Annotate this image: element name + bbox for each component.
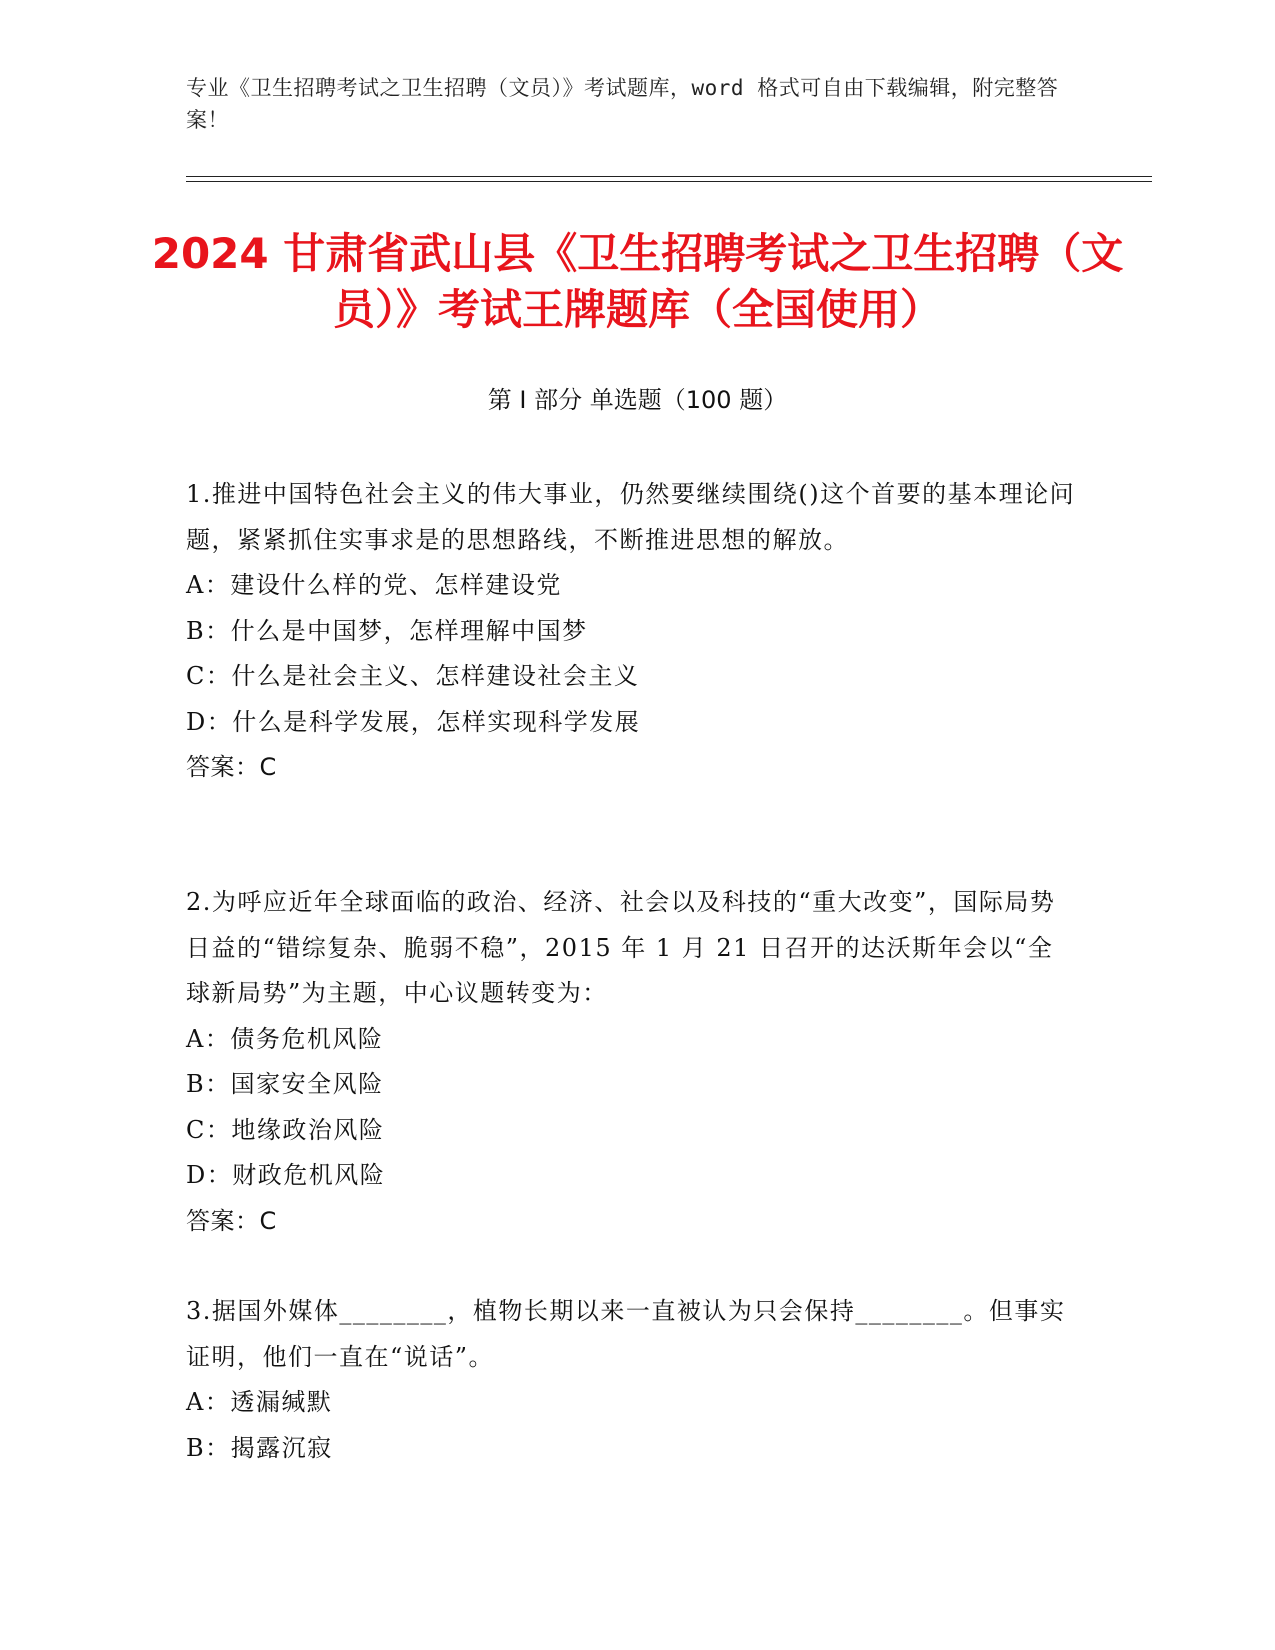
option-b: B：揭露沉寂 [186, 1433, 333, 1462]
option-d: D：什么是科学发展，怎样实现科学发展 [186, 707, 641, 736]
section-heading: 第 I 部分 单选题（100 题） [487, 386, 788, 414]
document-title: 2024 甘肃省武山县《卫生招聘考试之卫生招聘（文员）》考试王牌题库（全国使用） [151, 229, 1124, 334]
question-stem: 2.为呼应近年全球面临的政治、经济、社会以及科技的“重大改变”，国际局势日益的“错综复杂、脆弱不稳”，2015 年 1 月 21 日召开的达沃斯年会以“全球新局势”为主题，中心议题转变为： [186, 888, 1056, 1007]
option-a: A：建设什么样的党、怎样建设党 [186, 571, 562, 599]
option-b: B：什么是中国梦，怎样理解中国梦 [186, 616, 588, 645]
question-stem: 3.据国外媒体________，植物长期以来一直被认为只会保持________。但事实证明，他们一直在“说话”。 [186, 1297, 1066, 1371]
option-a: A：债务危机风险 [186, 1024, 384, 1053]
question-item [186, 1289, 1076, 1471]
header-notice: 专业《卫生招聘考试之卫生招聘（文员）》考试题库，word 格式可自由下载编辑，附完整答案！ [186, 76, 1059, 132]
option-c: C：地缘政治风险 [186, 1115, 385, 1144]
answer-line: 答案：C [186, 1206, 277, 1235]
question-item [186, 472, 1076, 791]
question-stem: 1.推进中国特色社会主义的伟大事业，仍然要继续围绕()这个首要的基本理论问题，紧紧抓住实事求是的思想路线，不断推进思想的解放。 [186, 480, 1076, 554]
option-b: B：国家安全风险 [186, 1070, 384, 1098]
option-d: D：财政危机风险 [186, 1161, 386, 1189]
header-divider-top [186, 176, 1152, 177]
option-c: C：什么是社会主义、怎样建设社会主义 [186, 662, 640, 690]
answer-line: 答案：C [186, 753, 277, 781]
header-divider-bottom [186, 181, 1152, 182]
question-item [186, 880, 1076, 1244]
option-a: A：透漏缄默 [186, 1388, 333, 1416]
